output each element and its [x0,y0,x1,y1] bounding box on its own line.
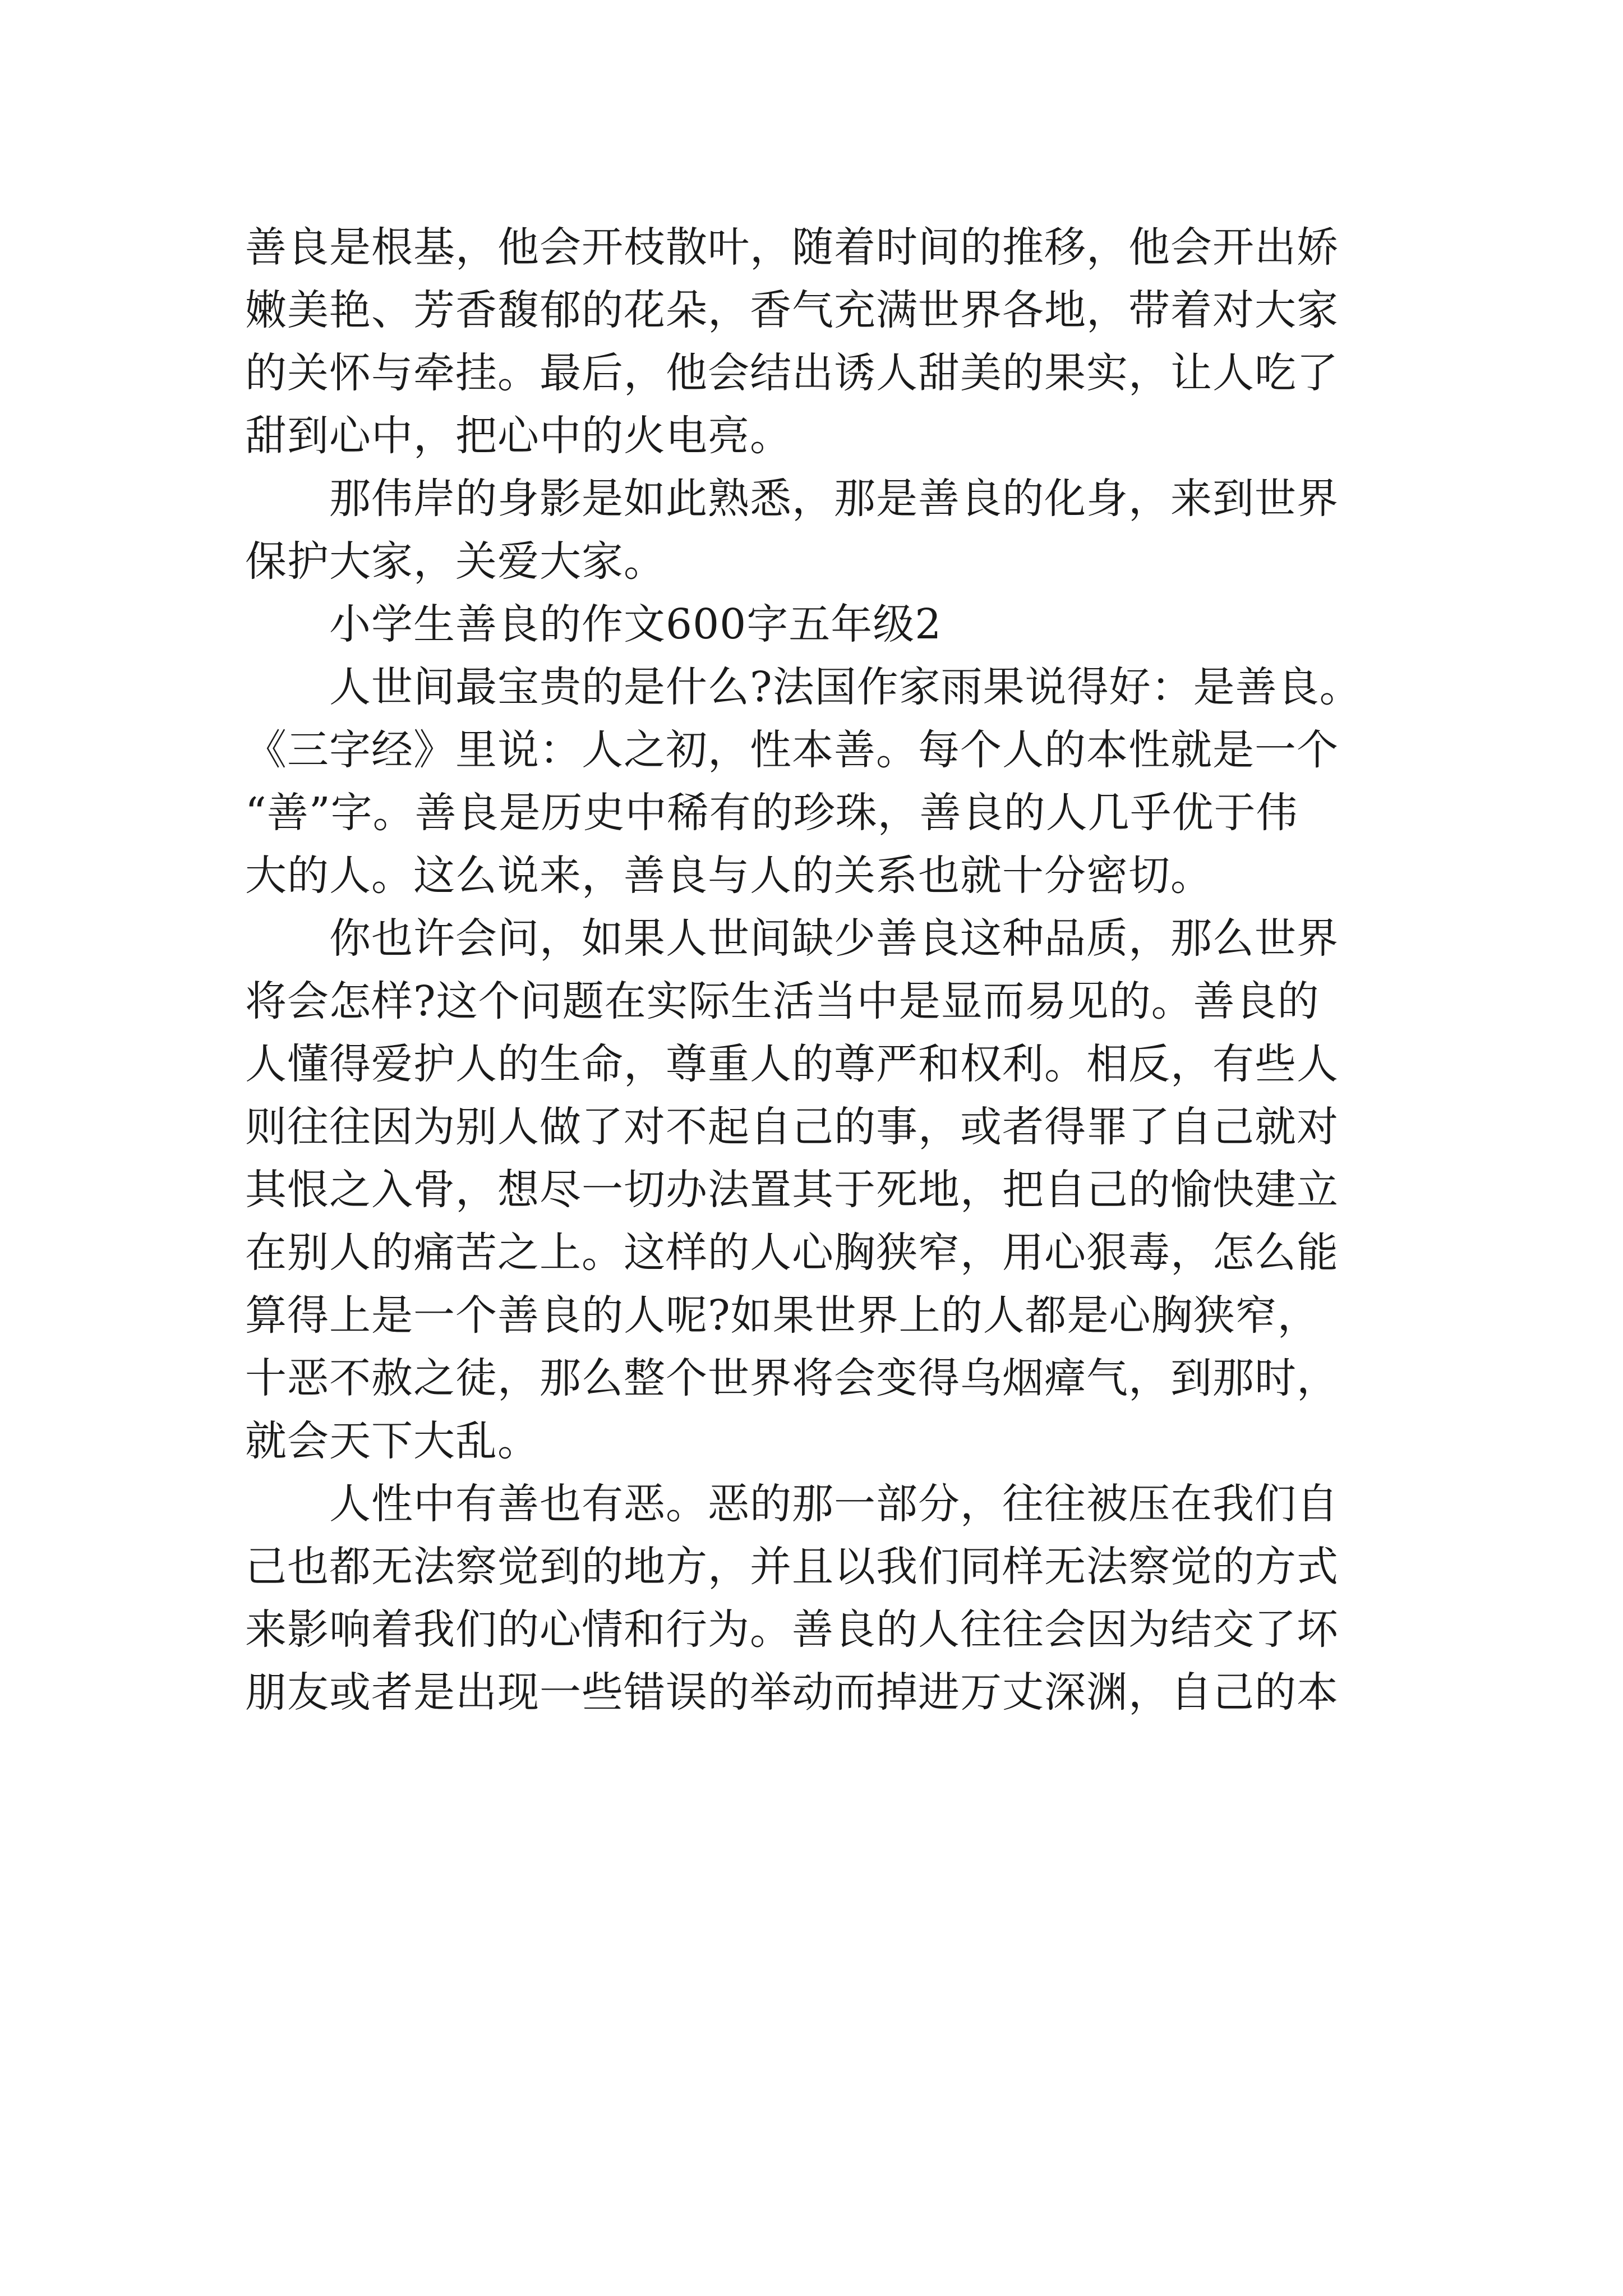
text-line: 保护大家，关爱大家。 [245,537,666,586]
paragraph-start-line: 人性中有善也有恶。恶的那一部分，往往被压在我们自 [329,1480,1339,1528]
text-line: 来影响着我们的心情和行为。善良的人往往会因为结交了坏 [245,1605,1339,1654]
text-line: 将会怎样?这个问题在实际生活当中是显而易见的。善良的 [245,977,1320,1025]
text-line: 《三字经》里说：人之初，性本善。每个人的本性就是一个 [245,726,1339,774]
text-line: 甜到心中，把心中的火电亮。 [245,412,792,460]
text-line: 己也都无法察觉到的地方，并且以我们同样无法察觉的方式 [245,1543,1339,1591]
text-line: 十恶不赦之徒，那么整个世界将会变得乌烟瘴气，到那时， [245,1354,1339,1402]
text-line: 人懂得爱护人的生命，尊重人的尊严和权利。相反，有些人 [245,1040,1339,1088]
text-line: 就会天下大乱。 [245,1417,540,1465]
text-line: 算得上是一个善良的人呢?如果世界上的人都是心胸狭窄， [245,1291,1320,1340]
text-line: 大的人。这么说来，善良与人的关系也就十分密切。 [245,852,1212,900]
paragraph-start-line: 你也许会问，如果人世间缺少善良这种品质，那么世界 [329,914,1339,963]
document-body [245,216,1437,1724]
paragraph-start-line: 人世间最宝贵的是什么?法国作家雨果说得好：是善良。 [329,663,1362,711]
text-line: 嫩美艳、芳香馥郁的花朵，香气充满世界各地，带着对大家 [245,286,1339,334]
section-heading: 小学生善良的作文600字五年级2 [329,600,942,648]
text-line: 其恨之入骨，想尽一切办法置其于死地，把自己的愉快建立 [245,1166,1339,1214]
text-line: “善”字。善良是历史中稀有的珍珠，善良的人几乎优于伟 [245,789,1298,837]
text-line: 善良是根基，他会开枝散叶，随着时间的推移，他会开出娇 [245,223,1339,272]
paragraph-start-line: 那伟岸的身影是如此熟悉，那是善良的化身，来到世界 [329,475,1339,523]
text-line: 则往往因为别人做了对不起自己的事，或者得罪了自己就对 [245,1103,1339,1151]
text-line: 在别人的痛苦之上。这样的人心胸狭窄，用心狠毒，怎么能 [245,1228,1339,1277]
text-line: 朋友或者是出现一些错误的举动而掉进万丈深渊，自己的本 [245,1668,1339,1717]
text-line: 的关怀与牵挂。最后，他会结出诱人甜美的果实，让人吃了 [245,349,1339,397]
